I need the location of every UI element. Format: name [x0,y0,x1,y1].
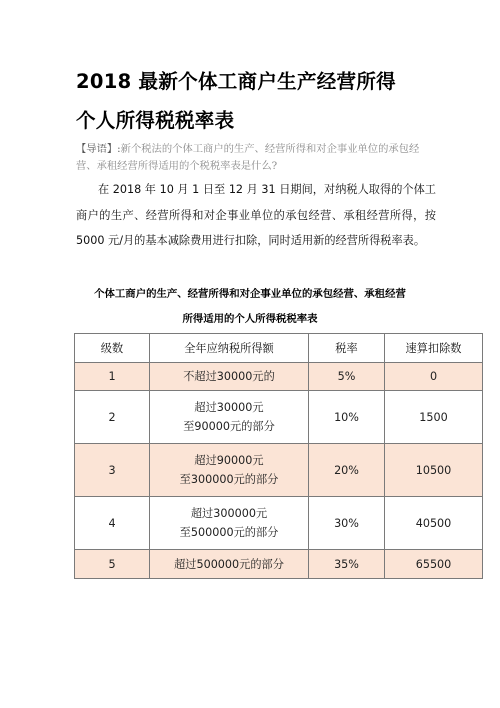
cell-income-line: 超过90000元 [194,454,264,467]
cell-income [150,391,309,444]
cell-level: 4 [75,497,150,550]
cell-rate: 30% [309,497,385,550]
cell-rate: 10% [309,391,385,444]
cell-rate: 20% [309,444,385,497]
cell-income-line: 不超过30000元的 [183,370,275,383]
guide-body: 新个税法的个体工商户的生产、经营所得和对企事业单位的承包经营、承租经营所得适用的个税税率表是什么? [76,143,420,172]
body-paragraph: 在 2018 年 10 月 1 日至 12 月 31 日期间，对纳税人取得的个体工商户的生产、经营所得和对企事业单位的承包经营、承租经营所得，按 5000 元/月的基本减除费用进行扣除，同时适用新的经营所得税率表。 [76,183,436,247]
cell-level: 5 [75,550,150,579]
cell-income-line: 至90000元的部分 [183,420,275,433]
cell-deduction: 65500 [385,550,483,579]
cell-rate: 35% [309,550,385,579]
cell-level: 3 [75,444,150,497]
cell-income [150,550,309,579]
table-caption-line-1: 个体工商户的生产、经营所得和对企事业单位的承包经营、承租经营 [94,288,406,300]
table-row [75,497,483,550]
cell-income-line: 至300000元的部分 [179,473,279,486]
guide-tag: 【导语】: [76,143,121,155]
header-income: 全年应纳税所得额 [150,334,309,363]
cell-rate: 5% [309,363,385,391]
cell-income [150,444,309,497]
table-row [75,363,483,391]
document-title-line-1: 2018 最新个体工商户生产经营所得 [76,70,396,93]
table-header-row [75,334,483,363]
cell-deduction: 10500 [385,444,483,497]
cell-income-line: 超过500000元的部分 [174,557,284,571]
tax-rate-table [74,333,483,579]
table-row [75,391,483,444]
cell-income [150,497,309,550]
cell-income [150,363,309,391]
guide-text [76,141,436,174]
cell-deduction: 1500 [385,391,483,444]
cell-deduction: 40500 [385,497,483,550]
table-caption-line-2: 所得适用的个人所得税税率表 [182,313,318,325]
cell-deduction: 0 [385,363,483,391]
cell-level: 1 [75,363,150,391]
cell-level: 2 [75,391,150,444]
document-title-line-2: 个人所得税税率表 [76,109,235,132]
header-deduction: 速算扣除数 [385,334,483,363]
table-row [75,550,483,579]
header-rate: 税率 [309,334,385,363]
table-row [75,444,483,497]
header-level: 级数 [75,334,150,363]
cell-income-line: 超过300000元 [190,507,268,520]
cell-income-line: 至500000元的部分 [179,526,279,539]
cell-income-line: 超过30000元 [194,401,264,414]
